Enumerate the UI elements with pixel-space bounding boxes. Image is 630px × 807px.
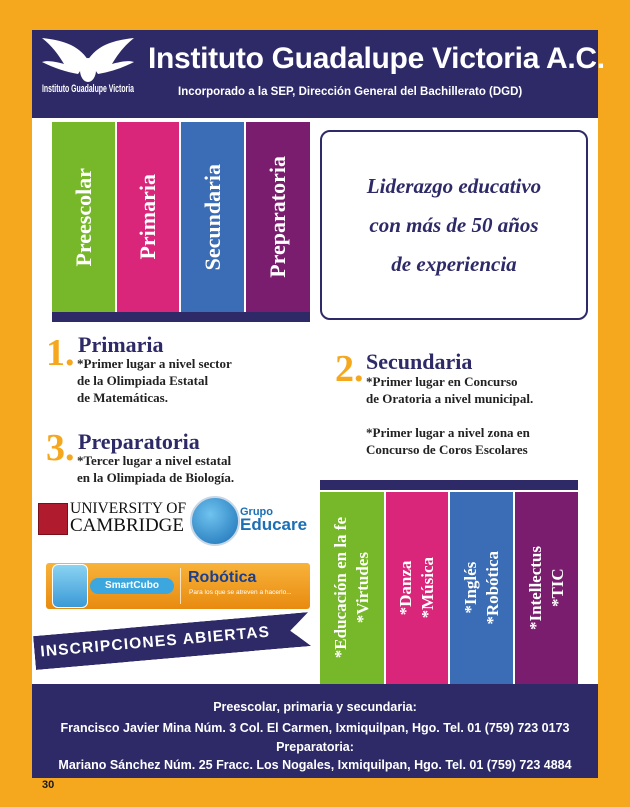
award-line: Concurso de Coros Escolares [366, 442, 528, 457]
educare-logo-line: Educare [240, 515, 308, 534]
educare-logo-line: Grupo [240, 506, 273, 518]
eagle-logo-icon [38, 34, 138, 112]
page-subtitle: Incorporado a la SEP, Dirección General del Bachillerato (DGD) [178, 86, 523, 98]
robotica-title: Robótica [188, 569, 257, 586]
slogan-line: de experiencia [391, 251, 517, 276]
enrollment-banner-text: INSCRIPCIONES ABIERTAS [39, 623, 271, 661]
award-number: 1. [46, 332, 75, 374]
award-line: de la Olimpiada Estatal [77, 373, 209, 388]
footer-line: Preparatoria: [276, 740, 354, 754]
program-column-fe [320, 492, 384, 684]
award-line: *Primer lugar a nivel zona en [366, 425, 530, 440]
level-column-secundaria [181, 122, 244, 312]
level-label: Secundaria [199, 163, 225, 271]
award-line: *Tercer lugar a nivel estatal [77, 453, 232, 468]
footer-address: Mariano Sánchez Núm. 25 Fracc. Los Nogales, Ixmiquilpan, Hgo. Tel. 01 (759) 723 4884 [58, 758, 572, 772]
award-number: 2. [335, 348, 364, 390]
level-label: Preescolar [70, 167, 96, 267]
program-label: *Danza *Música [396, 557, 437, 619]
footer-line: Preescolar, primaria y secundaria: [213, 700, 417, 714]
slogan-box [320, 130, 588, 320]
award-title: Secundaria [366, 349, 473, 374]
award-line: en la Olimpiada de Biología. [77, 470, 235, 485]
cambridge-logo-line: CAMBRIDGE [70, 515, 185, 536]
award-spacer [366, 407, 533, 424]
footer-address: Francisco Javier Mina Núm. 3 Col. El Carmen, Ixmiquilpan, Hgo. Tel. 01 (759) 723 0173 [60, 721, 570, 735]
level-columns-base [52, 312, 310, 322]
program-column-arte [386, 492, 448, 684]
smartcubo-label: SmartCubo [90, 578, 174, 594]
robotica-tagline: Para los que se atreven a hacerlo... [189, 589, 292, 596]
award-text [77, 355, 232, 406]
educare-logo-icon [190, 496, 240, 546]
program-label: *Inglés *Robótica [460, 551, 502, 625]
award-title: Primaria [78, 332, 164, 357]
program-label: *Intellectus *TIC [525, 545, 567, 631]
level-column-preescolar [52, 122, 115, 312]
level-label: Primaria [135, 174, 160, 260]
level-column-primaria [117, 122, 179, 312]
level-label: Preparatoria [265, 156, 290, 278]
logo-text: Instituto Guadalupe Victoria [42, 83, 135, 95]
cambridge-shield-icon [38, 503, 68, 535]
slogan-line: Liderazgo educativo [366, 173, 542, 198]
award-title: Preparatoria [78, 429, 200, 454]
level-column-preparatoria [246, 122, 310, 312]
program-columns-top [320, 480, 578, 490]
program-column-idiomas [450, 492, 513, 684]
program-column-tic [515, 492, 578, 684]
award-number: 3. [46, 427, 75, 469]
award-line: *Primer lugar en Concurso [366, 374, 518, 389]
award-line: de Matemáticas. [77, 390, 168, 405]
slogan-line: con más de 50 años [369, 212, 539, 237]
cube-mascot-icon [52, 564, 88, 608]
robotica-divider [180, 568, 181, 604]
page-number: 30 [42, 779, 55, 791]
award-text [77, 452, 234, 486]
award-text [366, 373, 533, 458]
cambridge-logo-line: UNIVERSITY OF [70, 500, 187, 517]
page-title: Instituto Guadalupe Victoria A.C. [148, 42, 605, 75]
award-line: *Primer lugar a nivel sector [77, 356, 232, 371]
award-line: de Oratoria a nivel municipal. [366, 391, 534, 406]
program-label: *Educación en la fe *Virtudes [331, 517, 372, 659]
